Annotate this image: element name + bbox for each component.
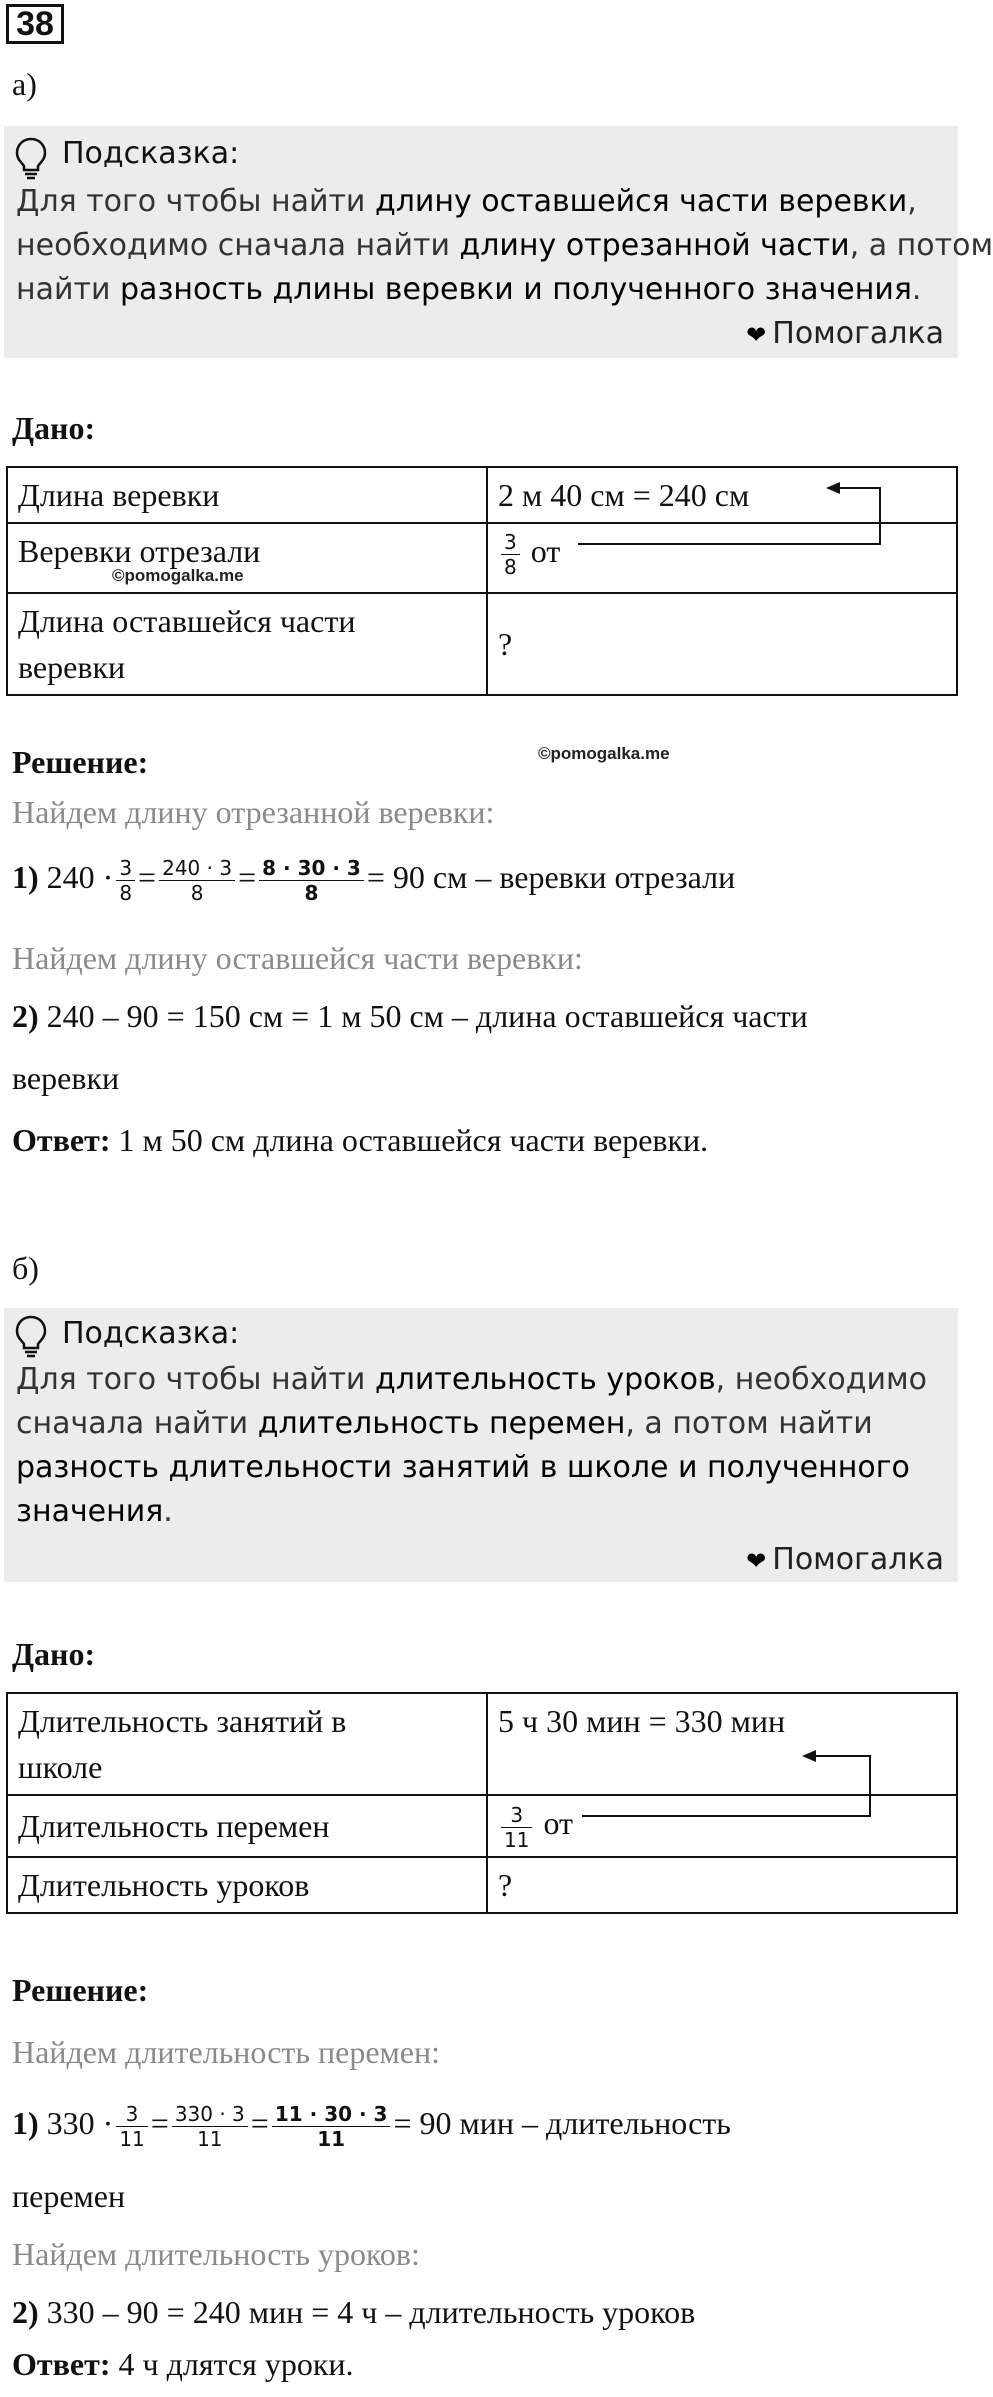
fraction: $\frac{3}{8}$: [116, 856, 135, 905]
hint-text: Для того чтобы найти: [16, 184, 375, 219]
fraction: $\frac{3}{8}$: [501, 530, 520, 579]
table-cell: ?: [487, 593, 957, 695]
step-1-a: 1) 240 · $\frac{3}{8}$ = $\frac{240 \cdot 3}{8}$ = $\frac{8 \cdot 30 \cdot 3}{8}$ = 90 см – веревки отрезали: [12, 856, 736, 905]
arrow-connector-b: [0, 1600, 960, 1860]
hint-title: Подсказка:: [62, 1316, 240, 1351]
table-cell: $\frac{3}{8}$ от: [487, 523, 957, 593]
part-a-label: а): [12, 66, 37, 102]
hint-emphasis: разность длины веревки и полученного значения: [120, 272, 912, 307]
fraction: $\frac{3}{11}$: [116, 2102, 147, 2151]
table-cell: Веревки отрезали: [7, 523, 487, 593]
hint-emphasis: разность длительности занятий в школе и полученного: [16, 1450, 910, 1485]
watermark: ©pomogalka.me: [112, 566, 244, 585]
hint-title: Подсказка:: [62, 136, 240, 171]
hint-emphasis: длину отрезанной части: [459, 228, 850, 263]
hint-emphasis: длительность уроков: [374, 1362, 716, 1397]
table-cell: Длительность занятий в школе: [7, 1693, 487, 1795]
given-label-b: Дано:: [12, 1636, 96, 1672]
hint-text: ,: [907, 184, 917, 219]
source-pomogalka: ❤ Помогалка: [746, 1542, 944, 1577]
hint-emphasis: значения: [16, 1494, 164, 1529]
fraction: $\frac{240 \cdot 3}{8}$: [159, 856, 235, 905]
fraction: $\frac{11 \cdot 30 \cdot 3}{11}$: [272, 2102, 391, 2151]
table-cell: Длина оставшейся части веревки: [7, 593, 487, 695]
step-2-a-cont: веревки: [12, 1060, 120, 1096]
answer-b: Ответ: 4 ч длятся уроки.: [12, 2346, 354, 2382]
table-cell: $\frac{3}{11}$ от: [487, 1795, 957, 1857]
table-cell: 5 ч 30 мин = 330 мин: [487, 1693, 957, 1795]
step-1-b-cont: перемен: [12, 2178, 126, 2214]
hint-text: , а потом найти: [625, 1406, 873, 1441]
hint-box-b: [4, 1308, 958, 1582]
hint-line: [16, 1492, 173, 1532]
hint-text: .: [911, 272, 922, 307]
solution-label-a: Решение:: [12, 744, 149, 780]
heart-icon: ❤: [746, 321, 767, 349]
step-title: Найдем длительность перемен:: [12, 2034, 440, 2070]
arrow-connector-a: [0, 0, 960, 700]
table-row: [7, 1857, 957, 1913]
hint-line: [16, 1404, 873, 1444]
hint-text: .: [163, 1494, 173, 1529]
step-2-b: 2) 330 – 90 = 240 мин = 4 ч – длительность уроков: [12, 2294, 696, 2330]
table-cell: ?: [487, 1857, 957, 1913]
table-cell: Длина веревки: [7, 467, 487, 523]
hint-line: [16, 1360, 927, 1400]
step-title: Найдем длину отрезанной веревки:: [12, 794, 495, 830]
hint-emphasis: длину оставшейся части веревки: [374, 184, 908, 219]
hint-text: найти: [16, 272, 121, 307]
hint-text: Для того чтобы найти: [16, 1362, 375, 1397]
source-pomogalka: ❤ Помогалка: [746, 316, 944, 351]
hint-emphasis: длительность перемен: [257, 1406, 626, 1441]
table-cell: Длительность уроков: [7, 1857, 487, 1913]
heart-icon: ❤: [746, 1547, 767, 1575]
step-title: Найдем длительность уроков:: [12, 2236, 420, 2272]
answer-a: Ответ: 1 м 50 см длина оставшейся части веревки.: [12, 1122, 709, 1158]
given-label-a: Дано:: [12, 410, 96, 446]
hint-text: сначала найти: [16, 1406, 258, 1441]
lightbulb-icon: [14, 1314, 48, 1358]
hint-text: необходимо сначала найти: [16, 228, 460, 263]
fraction: $\frac{8 \cdot 30 \cdot 3}{8}$: [259, 856, 364, 905]
hint-text: , необходимо: [715, 1362, 927, 1397]
step-2-a: 2) 240 – 90 = 150 см = 1 м 50 см – длина оставшейся части: [12, 998, 808, 1034]
fraction: $\frac{3}{11}$: [501, 1803, 532, 1852]
step-1-b: 1) 330 · $\frac{3}{11}$ = $\frac{330 \cdot 3}{11}$ = $\frac{11 \cdot 30 \cdot 3}{11}$ = 90 мин – длительность: [12, 2102, 731, 2151]
watermark: ©pomogalka.me: [538, 744, 670, 763]
step-title: Найдем длину оставшейся части веревки:: [12, 940, 583, 976]
hint-text: , а потом: [849, 228, 993, 263]
table-cell: Длительность перемен: [7, 1795, 487, 1857]
part-b-label: б): [12, 1250, 39, 1286]
solution-label-b: Решение:: [12, 1972, 149, 2008]
fraction: $\frac{330 \cdot 3}{11}$: [172, 2102, 248, 2151]
task-number-box: 38: [6, 4, 64, 44]
hint-line: [16, 1448, 910, 1488]
table-cell: 2 м 40 см = 240 см: [487, 467, 957, 523]
